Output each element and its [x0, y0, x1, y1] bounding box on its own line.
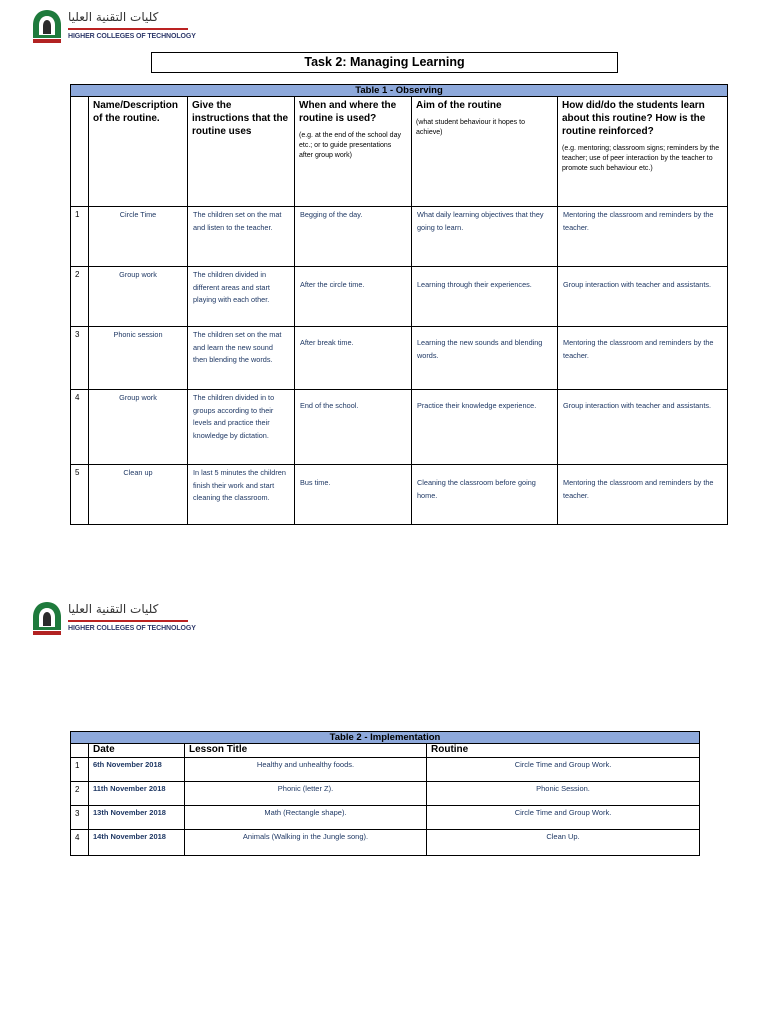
header-when: When and where the routine is used? (e.g. at the end of the school day etc.; or to guide presentations after group work)	[295, 97, 412, 207]
table-row: 1 6th November 2018 Healthy and unhealthy foods. Circle Time and Group Work.	[71, 758, 700, 782]
table-row: 2 Group work The children divided in different areas and start playing with each other. After the circle time. Learning through their experiences. Group interaction with teacher and assistants.	[71, 267, 728, 327]
logo-divider	[68, 620, 188, 622]
college-logo	[30, 600, 195, 640]
header-routine: Routine	[427, 744, 700, 758]
task-title: Task 2: Managing Learning	[151, 52, 618, 73]
table-row: 5 Clean up In last 5 minutes the children finish their work and start cleaning the classroom. Bus time. Cleaning the classroom before going home. Mentoring the classroom and reminders by the teacher.	[71, 465, 728, 525]
logo-divider	[68, 28, 188, 30]
table2-caption: Table 2 - Implementation	[71, 732, 700, 744]
header-instructions: Give the instructions that the routine uses	[188, 97, 295, 207]
table1-header-row	[71, 97, 728, 207]
logo-arabic-text: كليات التقنية العليا	[68, 10, 159, 24]
college-emblem-icon	[30, 600, 64, 638]
logo-english-text: HIGHER COLLEGES OF TECHNOLOGY	[68, 625, 196, 632]
table-row: 4 14th November 2018 Animals (Walking in the Jungle song). Clean Up.	[71, 830, 700, 856]
header-how: How did/do the students learn about this routine? How is the routine reinforced? (e.g. mentoring; classroom signs; reminders by the teacher; use of peer interaction by the teacher to promote such behaviour etc.)	[558, 97, 728, 207]
college-emblem-icon	[30, 8, 64, 46]
table-row: 1 Circle Time The children set on the mat and listen to the teacher. Begging of the day. What daily learning objectives that they going to learn. Mentoring the classroom and reminders by the teacher.	[71, 207, 728, 267]
table-row: 3 Phonic session The children set on the mat and learn the new sound then blending the words. After break time. Learning the new sounds and blending words. Mentoring the classroom and reminders by the teacher.	[71, 327, 728, 390]
table-row: 2 11th November 2018 Phonic (letter Z). Phonic Session.	[71, 782, 700, 806]
header-name: Name/Description of the routine.	[89, 97, 188, 207]
table-row: 3 13th November 2018 Math (Rectangle shape). Circle Time and Group Work.	[71, 806, 700, 830]
table1-caption: Table 1 - Observing	[71, 85, 728, 97]
header-lesson-title: Lesson Title	[185, 744, 427, 758]
header-date: Date	[89, 744, 185, 758]
table2-header-row	[71, 744, 700, 758]
logo-english-text: HIGHER COLLEGES OF TECHNOLOGY	[68, 33, 196, 40]
table-row: 4 Group work The children divided in to groups according to their levels and practice their knowledge by dictation. End of the school. Practice their knowledge experience. Group interaction with teacher and assistants.	[71, 390, 728, 465]
implementation-table	[70, 731, 700, 856]
header-aim: Aim of the routine (what student behaviour it hopes to achieve)	[412, 97, 558, 207]
college-logo	[30, 8, 195, 48]
observing-table	[70, 84, 728, 525]
logo-arabic-text: كليات التقنية العليا	[68, 602, 159, 616]
